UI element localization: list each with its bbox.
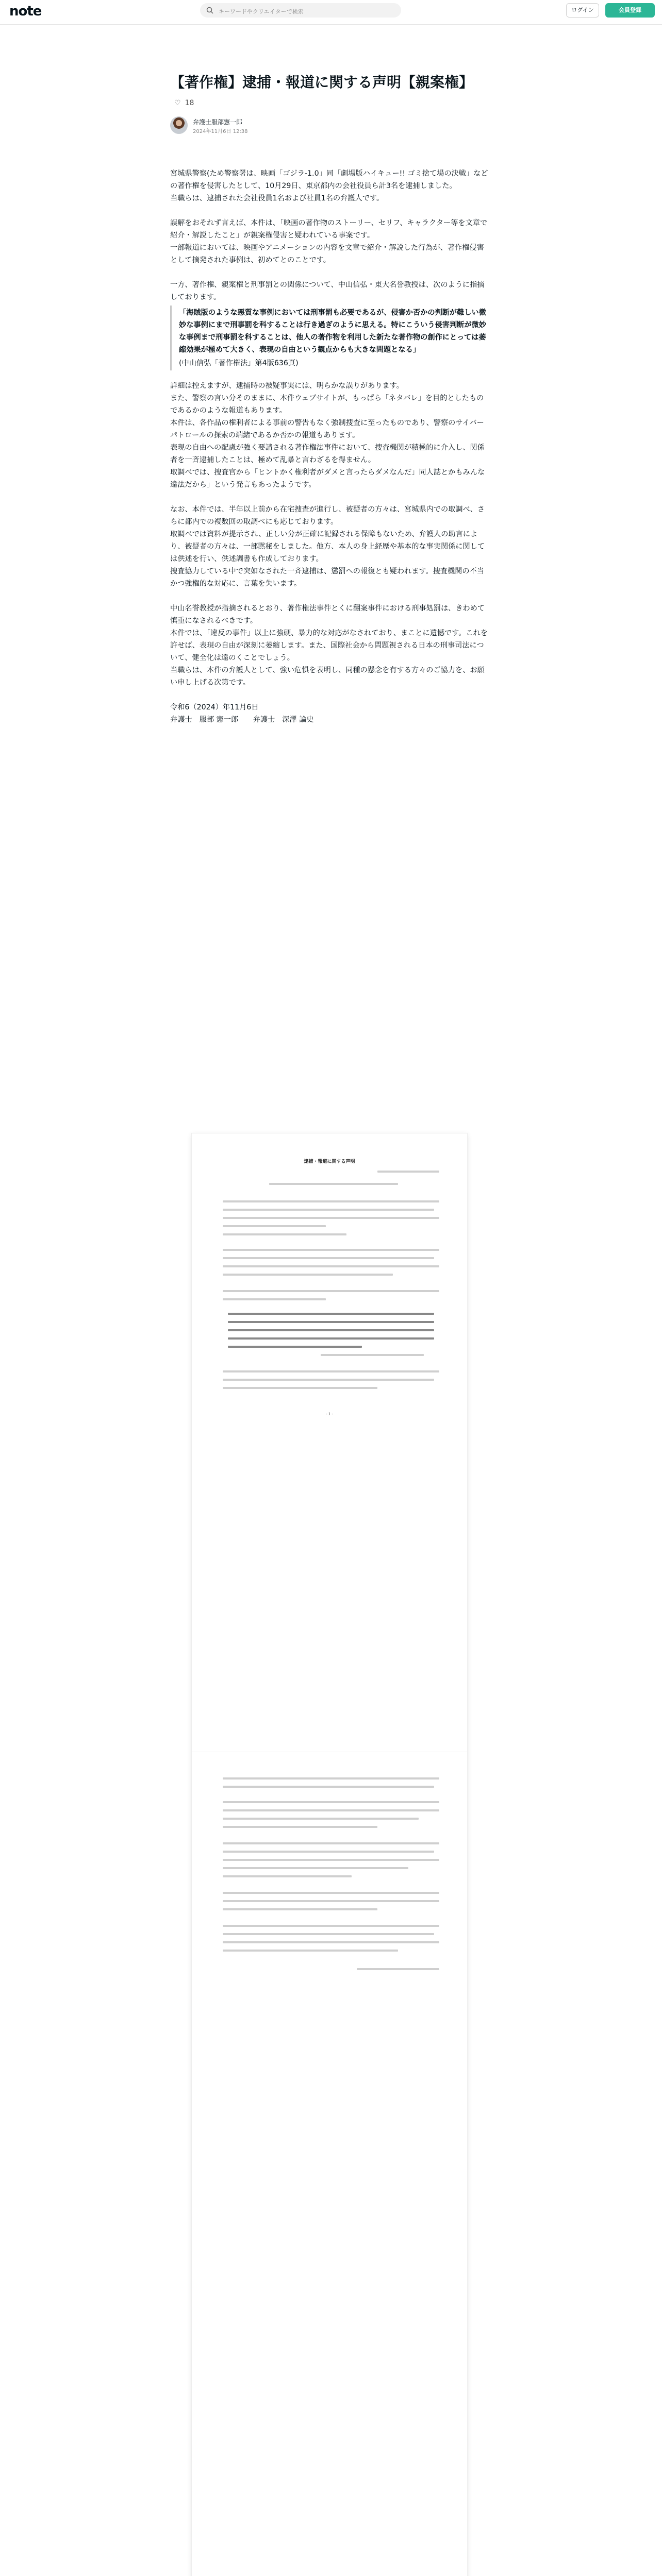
search-placeholder: キーワードやクリエイターで検索 bbox=[219, 8, 304, 15]
paragraph: 中山名誉教授が指摘されるとおり、著作権法事件とくに翻案事件における刑事処罰は、きわめて慎重になされるべきです。 本件では、「違反の事件」以上に強硬、暴力的な対応がなされており、まことに遺憾です。これを許せば、表現の自由が深刻に萎縮します。また、国際社会から問題視される日本の刑事司法について、健全化は遠のくことでしょう。 当職らは、本件の弁護人として、強い危惧を表明し、同種の懸念を有する方々のご協力を、お願い申し上げる次第です。 bbox=[170, 604, 488, 687]
paragraph: 宮城県警察(ため警察署は、映画「ゴジラ-1.0」同「劇場版ハイキュー!! ゴミ捨て場の決戦」などの著作権を侵害したとして、10月29日、東京都内の会社役員ら計3名を逮捕しました。 当職らは、逮捕された会社役員1名および社員1名の弁護人です。 bbox=[170, 170, 488, 202]
heart-icon[interactable]: ♡ bbox=[174, 99, 181, 107]
avatar[interactable] bbox=[170, 116, 188, 134]
blockquote bbox=[170, 306, 490, 370]
embedded-document[interactable] bbox=[192, 1133, 467, 2576]
quote-source: (中山信弘「著作権法」第4版636頁) bbox=[179, 359, 299, 367]
author-block[interactable] bbox=[170, 116, 490, 136]
doc-page-number: - 1 - bbox=[326, 1412, 333, 1416]
login-button[interactable]: ログイン bbox=[566, 3, 599, 18]
header bbox=[0, 0, 662, 25]
paragraph: 誤解をおそれず言えば、本件は、「映画の著作物のストーリー、セリフ、キャラクター等を文章で紹介・解説したこと」が親案権侵害と疑われている事案です。 一部報道においては、映画やアニメーションの内容を文章で紹介・解説した行為が、著作権侵害として摘発された事例は、初めてとのことです。 bbox=[170, 219, 488, 264]
article-body bbox=[170, 167, 490, 738]
paragraph: 詳細は控えますが、逮捕時の被疑事実には、明らかな誤りがあります。 また、警察の言い分そのままに、本件ウェブサイトが、もっぱら「ネタバレ」を目的としたものであるかのような報道もあります。 本件は、各作品の権利者による事前の警告もなく強制捜査に至ったものであり、警察のサイバーパトロールの探索の端緒であるか否かの報道もあります。 表現の自由への配慮が強く要請される著作権法事件において、捜査機関が積極的に介入し、関係者を一斉逮捕したことは、極めて乱暴と言わざるを得ません。 取調べでは、捜査官から「ヒントかく権利者がダメと言ったらダメなんだ」同人誌とかもみんな違法だから」という発言もあったようです。 bbox=[170, 382, 485, 489]
article-title: 【著作権】逮捕・報道に関する声明【親案権】 bbox=[170, 74, 474, 91]
post-date: 2024年11月6日 12:38 bbox=[193, 129, 248, 134]
like-count: 18 bbox=[185, 99, 194, 107]
note-logo[interactable]: note bbox=[9, 4, 42, 19]
paragraph: 令和6（2024）年11月6日 弁護士 服部 憲一郎 弁護士 深澤 論史 bbox=[170, 703, 314, 724]
search-icon bbox=[206, 7, 213, 14]
doc-title: 逮捕・報道に関する声明 bbox=[304, 1159, 355, 1164]
paragraph: なお、本件では、半年以上前から在宅捜査が進行し、被疑者の方々は、宮城県内での取調べ、さらに都内での複数回の取調べにも応じております。 取調べでは資料が提示され、正しい分が正確に記録される保障もないため、弁護人の助言により、被疑者の方々は、一部黙秘をしました。他方、本人の身上経歴や基本的な事実関係に関しては供述を行い、供述調書も作成しております。 捜査協力している中で突如なされた一斉逮捕は、懲罰への報復とも疑われます。捜査機関の不当かつ強権的な対応に、言葉を失います。 bbox=[170, 505, 485, 588]
search-input[interactable] bbox=[200, 3, 401, 18]
signup-button[interactable]: 会員登録 bbox=[605, 3, 655, 18]
author-name[interactable]: 弁護士服部憲一郎 bbox=[193, 118, 243, 126]
article-likes[interactable] bbox=[170, 99, 490, 107]
paragraph: 一方、著作権、親案権と刑事罰との関係について、中山信弘・東大名誉教授は、次のように指摘しております。 bbox=[170, 281, 485, 301]
quote-text: 「海賊版のような悪質な事例においては刑事罰も必要であるが、侵害か否かの判断が難しい微妙な事例にまで刑事罰を科することは行き過ぎのように思える。特にこういう侵害判断が微妙な事例まで刑事罰を科することは、他人の著作物を利用した新たな著作物の創作にとっては萎縮効果が極めて大きく、表現の自由という観点からも大きな問題となる」 bbox=[179, 309, 486, 354]
